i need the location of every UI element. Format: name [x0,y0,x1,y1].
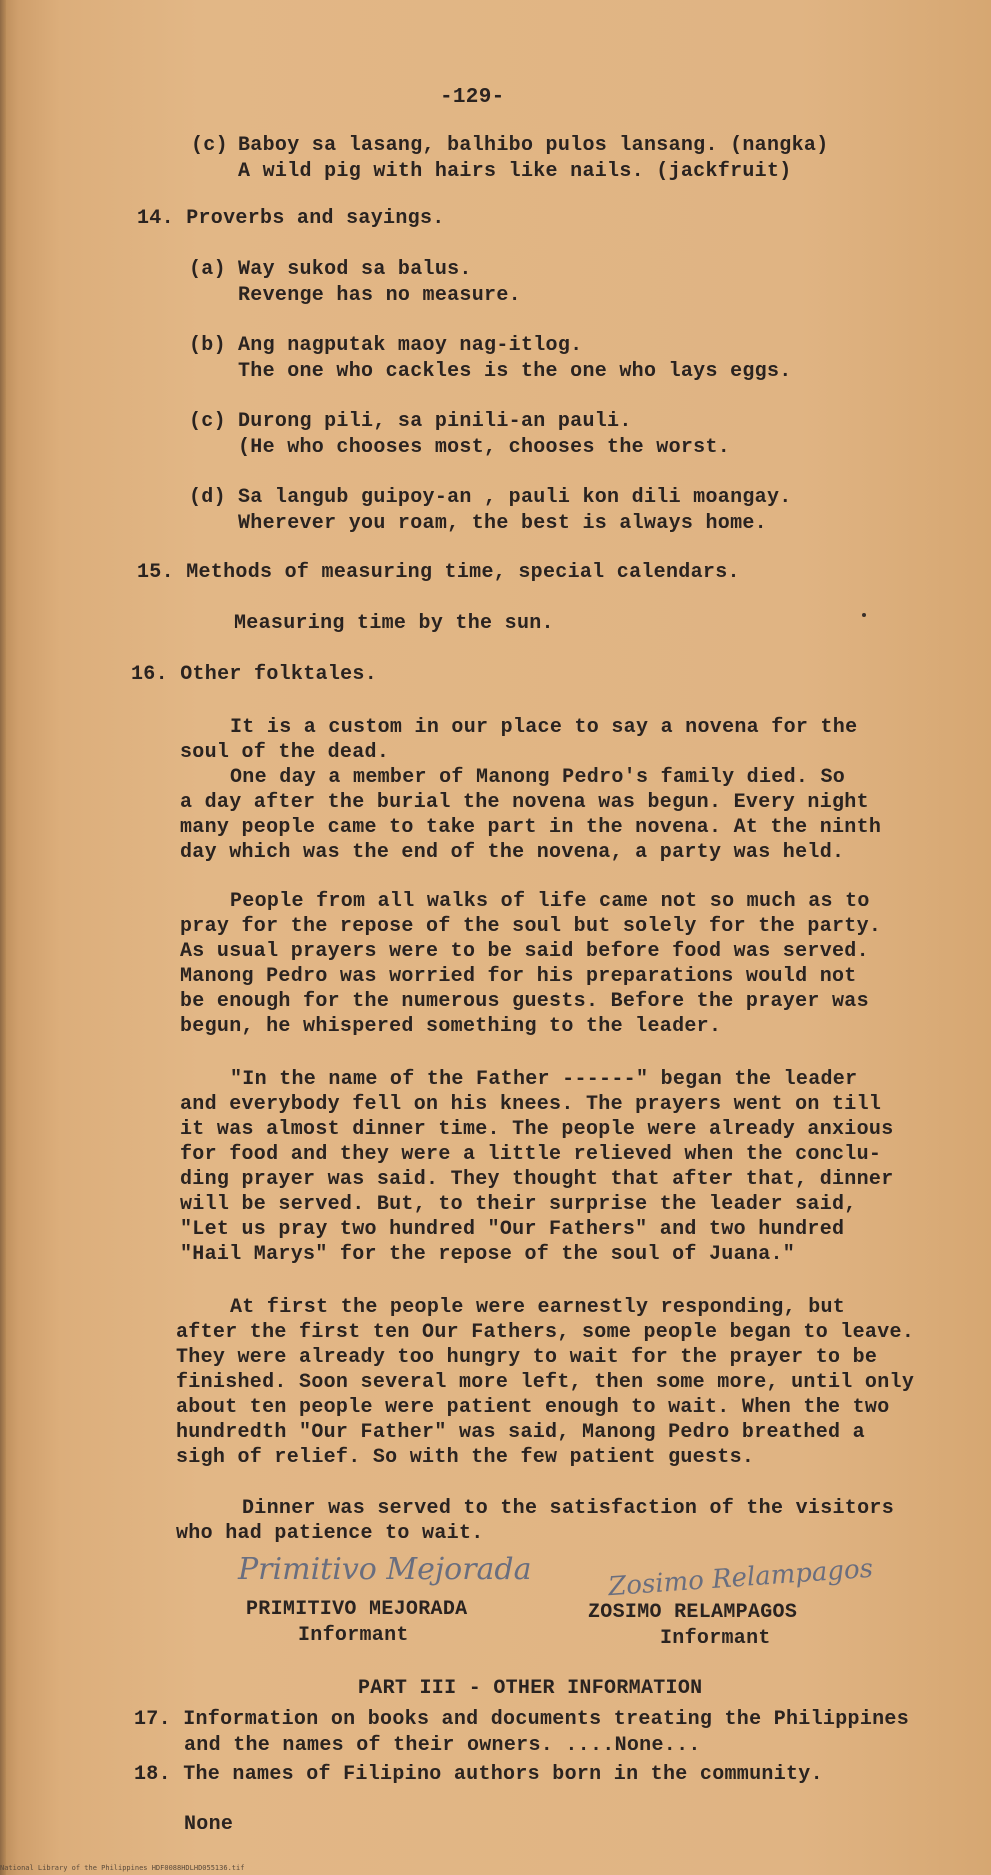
item-18: 18. The names of Filipino authors born in the community. [134,1763,823,1786]
informant-2-name: ZOSIMO RELAMPAGOS [588,1601,798,1624]
proverb-c-translation: (He who chooses most, chooses the worst. [238,436,731,459]
folktale-line: who had patience to wait. [176,1522,484,1545]
folktale-line: sigh of relief. So with the few patient guests. [176,1446,755,1469]
folktale-line: a day after the burial the novena was begun. Every night [180,791,869,814]
proverb-a-translation: Revenge has no measure. [238,284,521,307]
folktale-line: "In the name of the Father ------" began the leader [230,1068,858,1091]
proverb-a-text: Way sukod sa balus. [238,258,472,281]
proverb-b-text: Ang nagputak maoy nag-itlog. [238,334,583,357]
informant-1-role: Informant [298,1624,409,1647]
item-18-answer: None [184,1813,234,1836]
proverb-d-label: (d) [189,486,226,509]
part-3-heading: PART III - OTHER INFORMATION [358,1677,703,1700]
folktale-line: many people came to take part in the novena. At the ninth [180,816,882,839]
riddle-c-text: Baboy sa lasang, balhibo pulos lansang. (nangka) [238,134,829,157]
folktale-line: soul of the dead. [180,741,390,764]
folktale-line: about ten people were patient enough to wait. When the two [176,1396,890,1419]
folktale-line: for food and they were a little relieved when the conclu- [180,1143,882,1166]
proverb-a-label: (a) [189,258,226,281]
riddle-c-translation: A wild pig with hairs like nails. (jackfruit) [238,160,792,183]
folktale-line: At first the people were earnestly responding, but [230,1296,846,1319]
folktale-line: finished. Soon several more left, then some more, until only [176,1371,915,1394]
folktale-line: and everybody fell on his knees. The prayers went on till [180,1093,882,1116]
informant-2-role: Informant [660,1627,771,1650]
folktale-line: it was almost dinner time. The people were already anxious [180,1118,894,1141]
proverb-b-label: (b) [189,334,226,357]
proverb-c-label: (c) [189,410,226,433]
item-17-line-2: and the names of their owners. ....None... [184,1734,701,1757]
proverb-d-text: Sa langub guipoy-an , pauli kon dili moangay. [238,486,792,509]
folktale-line: "Hail Marys" for the repose of the soul of Juana." [180,1243,796,1266]
page-binding-edge [0,0,6,1875]
page-number: -129- [440,86,505,109]
folktale-line: "Let us pray two hundred "Our Fathers" and two hundred [180,1218,845,1241]
folktale-line: As usual prayers were to be said before food was served. [180,940,869,963]
folktale-line: will be served. But, to their surprise the leader said, [180,1193,857,1216]
folktale-line: pray for the repose of the soul but solely for the party. [180,915,882,938]
folktale-line: after the first ten Our Fathers, some people began to leave. [176,1321,915,1344]
folktale-line: begun, he whispered something to the leader. [180,1015,722,1038]
proverb-b-translation: The one who cackles is the one who lays eggs. [238,360,792,383]
informant-1-signature: Primitivo Mejorada [238,1552,532,1587]
informant-1-name: PRIMITIVO MEJORADA [246,1598,468,1621]
folktale-line: be enough for the numerous guests. Before the prayer was [180,990,869,1013]
folktale-line: It is a custom in our place to say a novena for the [230,716,858,739]
proverb-c-text: Durong pili, sa pinili-an pauli. [238,410,632,433]
item-17-line-1: 17. Information on books and documents treating the Philippines [134,1708,910,1731]
ink-speck [862,613,866,617]
folktale-line: Manong Pedro was worried for his preparations would not [180,965,857,988]
folktale-line: They were already too hungry to wait for the prayer to be [176,1346,878,1369]
folktale-line: hundredth "Our Father" was said, Manong Pedro breathed a [176,1421,865,1444]
section-16-heading: 16. Other folktales. [131,663,378,686]
section-14-heading: 14. Proverbs and sayings. [137,207,445,230]
folktale-line: day which was the end of the novena, a party was held. [180,841,845,864]
section-15-heading: 15. Methods of measuring time, special calendars. [137,561,740,584]
proverb-d-translation: Wherever you roam, the best is always home. [238,512,767,535]
folktale-line: One day a member of Manong Pedro's family died. So [230,766,846,789]
folktale-line: People from all walks of life came not so much as to [230,890,870,913]
section-15-body: Measuring time by the sun. [234,612,554,635]
folktale-line: Dinner was served to the satisfaction of the visitors [242,1497,895,1520]
folktale-line: ding prayer was said. They thought that after that, dinner [180,1168,894,1191]
informant-2-signature: Zosimo Relampagos [607,1553,874,1603]
riddle-c-label: (c) [191,134,228,157]
scan-footer: National Library of the Philippines HDF0088HDLHD055136.tif [0,1864,245,1872]
